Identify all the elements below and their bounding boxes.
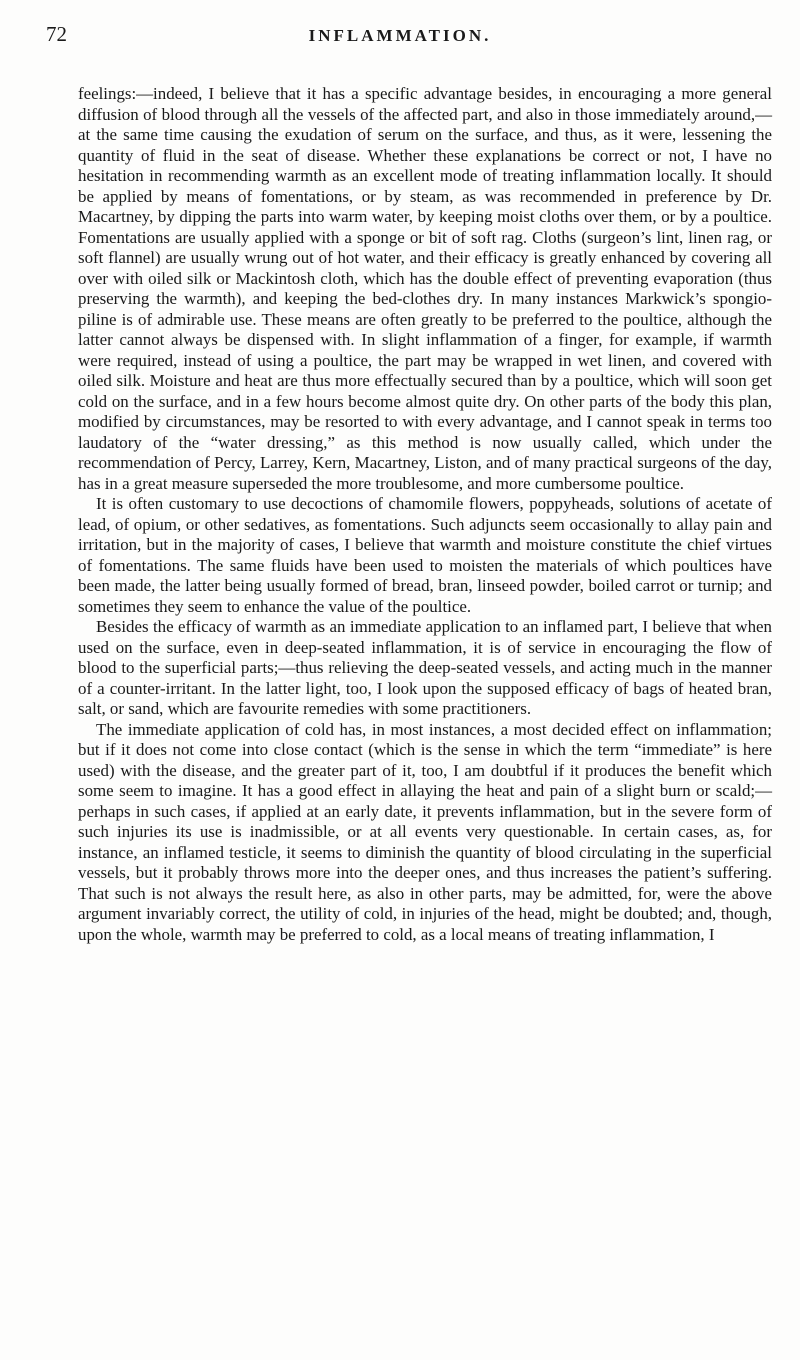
paragraph: The immediate application of cold has, in most instances, a most decided effect on inflammation; but if it does not come into close contact (which is the sense in which the term “immediate” is here used) with the disease, and the greater part of it, too, I am doubtful if it produces the benefit which some seem to imagine. It has a good effect in allaying the heat and pain of a slight burn or scald;—perhaps in such cases, if applied at an early date, it prevents inflammation, but in the severe form of such injuries its use is inadmissible, or at all events very questionable. In certain cases, as, for instance, an inflamed testicle, it seems to diminish the quantity of blood circulating in the superficial vessels, but it probably throws more into the deeper ones, and thus increases the patient’s suffering. That such is not always the result here, as also in other parts, may be admitted, for, were the above argument invariably correct, the utility of cold, in injuries of the head, might be doubted; and, though, upon the whole, warmth may be preferred to cold, as a local means of treating inflammation, I: [78, 719, 772, 944]
page-header: [0, 22, 800, 50]
body-text: [78, 84, 772, 945]
paragraph: Besides the efficacy of warmth as an immediate application to an inflamed part, I believe that when used on the surface, even in deep-seated inflammation, it is of service in encouraging the flow of blood to the superficial parts;—thus relieving the deep-seated vessels, and acting much in the manner of a counter-irritant. In the latter light, too, I look upon the supposed efficacy of bags of heated bran, salt, or sand, which are favourite remedies with some practitioners.: [78, 617, 772, 718]
page-number: 72: [46, 22, 67, 46]
paragraph: It is often customary to use decoctions of chamomile flowers, poppyheads, solutions of acetate of lead, of opium, or other sedatives, as fomentations. Such adjuncts seem occasionally to allay pain and irritation, but in the majority of cases, I believe that warmth and moisture constitute the chief virtues of fomentations. The same fluids have been used to moisten the materials of which poultices have been made, the latter being usually formed of bread, bran, linseed powder, boiled carrot or turnip; and sometimes they seem to enhance the value of the poultice.: [78, 494, 772, 616]
running-head: INFLAMMATION.: [308, 26, 492, 45]
paragraph: feelings:—indeed, I believe that it has a specific advantage besides, in encouraging a more general diffusion of blood through all the vessels of the affected part, and also in those immediately around,—at the same time causing the exudation of serum on the surface, and thus, as it were, lessening the quantity of fluid in the seat of disease. Whether these explanations be correct or not, I have no hesitation in recommending warmth as an excellent mode of treating inflammation locally. It should be applied by means of fomentations, or by steam, as was recommended in preference by Dr. Macartney, by dipping the parts into warm water, by keeping moist cloths over them, or by a poultice. Fomentations are usually applied with a sponge or bit of soft rag. Cloths (surgeon’s lint, linen rag, or soft flannel) are usually wrung out of hot water, and their efficacy is greatly enhanced by covering all over with oiled silk or Mackintosh cloth, which has the double effect of preventing evaporation (thus preserving the warmth), and keeping the bed-clothes dry. In many instances Markwick’s spongio-piline is of admirable use. These means are often greatly to be preferred to the poultice, although the latter cannot always be dispensed with. In slight inflammation of a finger, for example, if warmth were required, instead of using a poultice, the part may be wrapped in wet linen, and covered with oiled silk. Moisture and heat are thus more effectually secured than by a poultice, which will soon get cold on the surface, and in a few hours become almost quite dry. On other parts of the body this plan, modified by circumstances, may be resorted to with every advantage, and I cannot speak in terms too laudatory of the “water dressing,” as this method is now usually called, which under the recommendation of Percy, Larrey, Kern, Macartney, Liston, and of many practical surgeons of the day, has in a great measure superseded the more troublesome, and more cumbersome poultice.: [78, 84, 772, 493]
